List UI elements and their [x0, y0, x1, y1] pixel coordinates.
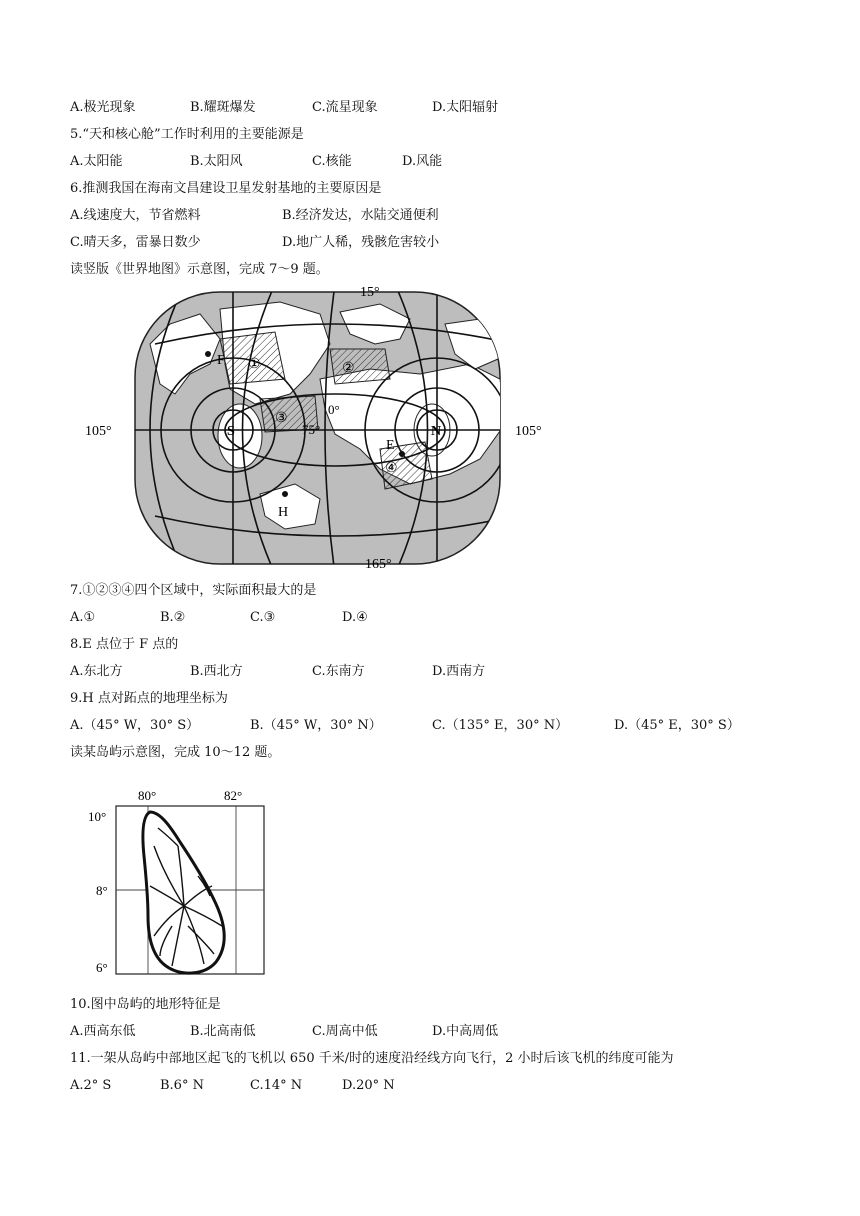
q9-option-c: C.（135° E，30° N）	[432, 718, 569, 733]
label-15: 15°	[360, 285, 380, 300]
q5-option-a: A.太阳能	[70, 154, 123, 169]
q7-option-a: A.①	[70, 610, 96, 625]
q6-option-c: C.晴天多，雷暴日数少	[70, 235, 201, 250]
q6-option-d: D.地广人稀，残骸危害较小	[282, 235, 440, 250]
label-75: 75°	[302, 422, 321, 437]
q11-stem: 11.一架从岛屿中部地区起飞的飞机以 650 千米/时的速度沿经线方向飞行，2 小时后该飞机的纬度可能为	[70, 1051, 674, 1066]
q11-option-c: C.14° N	[250, 1078, 303, 1093]
q9-option-d: D.（45° E，30° S）	[614, 718, 740, 733]
lon-label-82: 82°	[224, 788, 243, 803]
q9-option-a: A.（45° W，30° S）	[70, 718, 200, 733]
island-map-figure	[88, 786, 278, 986]
q11-option-d: D.20° N	[342, 1078, 395, 1093]
q7-option-d: D.④	[342, 610, 368, 625]
q8-option-c: C.东南方	[312, 664, 365, 679]
q4-option-d: D.太阳辐射	[432, 100, 499, 115]
intro-7-9: 读竖版《世界地图》示意图，完成 7～9 题。	[70, 262, 329, 277]
intro-10-12: 读某岛屿示意图，完成 10～12 题。	[70, 745, 281, 760]
q10-stem: 10.图中岛屿的地形特征是	[70, 997, 221, 1012]
q4-option-b: B.耀斑爆发	[190, 100, 256, 115]
q10-option-c: C.周高中低	[312, 1024, 378, 1039]
landmass	[218, 404, 262, 468]
q8-option-a: A.东北方	[70, 664, 123, 679]
q6-option-b: B.经济发达，水陆交通便利	[282, 208, 439, 223]
q11-option-a: A.2° S	[70, 1078, 112, 1093]
label-n-pole: N	[431, 424, 442, 439]
q10-option-b: B.北高南低	[190, 1024, 256, 1039]
region-2	[330, 349, 390, 384]
q8-stem: 8.E 点位于 F 点的	[70, 637, 179, 652]
label-105-right: 105°	[515, 424, 542, 439]
q8-option-b: B.西北方	[190, 664, 243, 679]
q7-stem: 7.①②③④四个区域中，实际面积最大的是	[70, 583, 317, 598]
world-map-figure	[80, 284, 560, 574]
q5-stem: 5.“天和核心舱”工作时利用的主要能源是	[70, 127, 304, 142]
label-s-pole: S	[227, 424, 235, 439]
q7-option-b: B.②	[160, 610, 186, 625]
q6-option-a: A.线速度大，节省燃料	[70, 208, 201, 223]
lat-label-10: 10°	[88, 809, 107, 824]
label-region-1: ①	[248, 357, 261, 372]
label-e: E	[386, 438, 395, 453]
point-f-dot	[205, 351, 211, 357]
label-105-left: 105°	[85, 424, 112, 439]
lat-label-8: 8°	[96, 883, 108, 898]
q5-option-d: D.风能	[402, 154, 443, 169]
point-e-dot	[399, 451, 405, 457]
label-f: F	[217, 353, 225, 368]
q4-option-c: C.流星现象	[312, 100, 378, 115]
q7-option-c: C.③	[250, 610, 276, 625]
q9-stem: 9.H 点对跖点的地理坐标为	[70, 691, 228, 706]
label-region-2: ②	[342, 361, 355, 376]
lat-label-6: 6°	[96, 960, 108, 975]
q10-option-a: A.西高东低	[70, 1024, 136, 1039]
point-h-dot	[282, 491, 288, 497]
q9-option-b: B.（45° W，30° N）	[250, 718, 382, 733]
lon-label-80: 80°	[138, 788, 157, 803]
q8-option-d: D.西南方	[432, 664, 486, 679]
q11-option-b: B.6° N	[160, 1078, 204, 1093]
label-h: H	[278, 505, 289, 520]
q5-option-c: C.核能	[312, 154, 352, 169]
label-region-4: ④	[385, 461, 398, 476]
label-0: 0°	[328, 402, 340, 417]
q10-option-d: D.中高周低	[432, 1024, 499, 1039]
q5-option-b: B.太阳风	[190, 154, 243, 169]
label-165: 165°	[365, 557, 392, 572]
q6-stem: 6.推测我国在海南文昌建设卫星发射基地的主要原因是	[70, 181, 382, 196]
label-region-3: ③	[275, 411, 288, 426]
q4-option-a: A.极光现象	[70, 100, 136, 115]
